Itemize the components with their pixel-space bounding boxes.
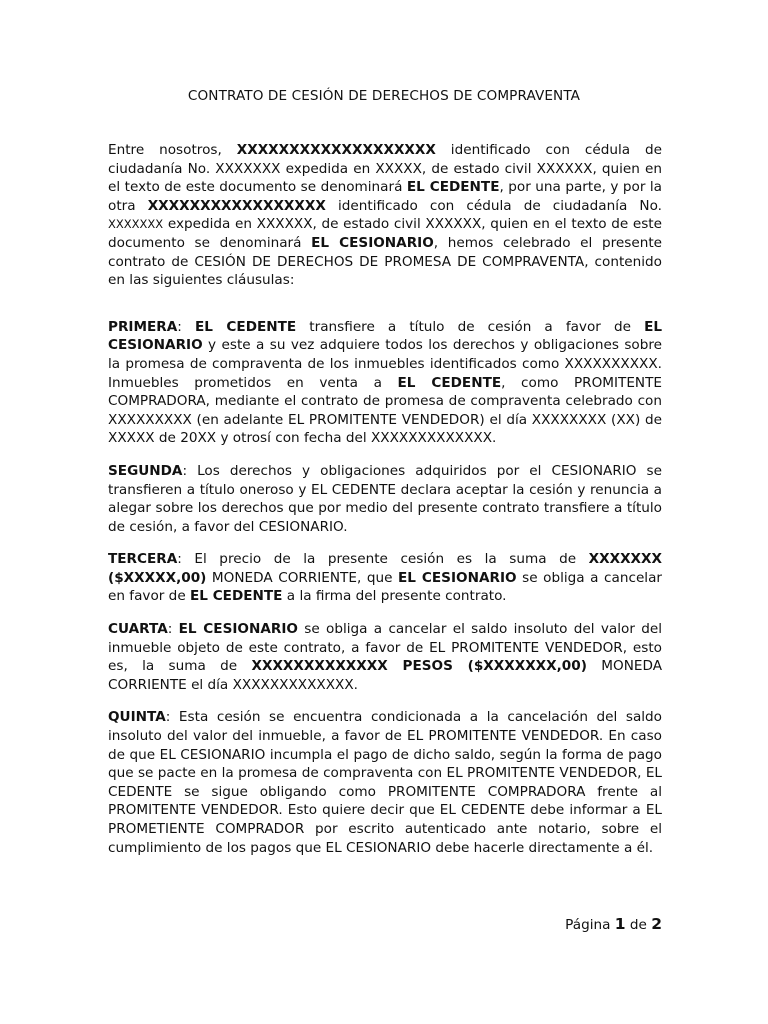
- clause-heading: QUINTA: [108, 709, 166, 726]
- clause-text: MONEDA CORRIENTE, que: [206, 569, 398, 586]
- clause-text: y este a su vez adquiere todos los derechos y obligaciones sobre la promesa de compraventa de los inmuebles identificados como XXXXXXXXXX. Inmuebles prometidos en venta a: [108, 337, 662, 391]
- clause-heading: SEGUNDA: [108, 462, 183, 479]
- clause-bold: EL CEDENTE: [190, 588, 283, 605]
- clause-quinta: [108, 708, 662, 857]
- cedente-label: EL CEDENTE: [406, 179, 500, 196]
- clause-text: se obliga a cancelar en favor de: [108, 569, 663, 605]
- intro-text: Entre nosotros,: [108, 142, 237, 158]
- clause-bold: EL CESIONARIO: [178, 621, 298, 638]
- clause-bold: EL CESIONARIO: [398, 569, 517, 586]
- intro-text: , hemos celebrado el presente contrato de CESIÓN DE DERECHOS DE PROMESA DE COMPRAVENTA, contenido en las siguientes cláusulas:: [108, 234, 663, 289]
- page-of-label: de: [625, 917, 652, 933]
- document-body: [108, 141, 662, 857]
- document-title: CONTRATO DE CESIÓN DE DERECHOS DE COMPRAVENTA: [187, 88, 581, 104]
- intro-text: identificado con cédula de ciudadanía No. XXXXXXX expedida en XXXXX, de estado civil XXXXXX, quien en el texto de este documento se denominará: [108, 142, 662, 196]
- page-label: Página: [565, 917, 615, 933]
- clause-text: : Los derechos y obligaciones adquiridos por el CESIONARIO se transfieren a título oneroso y EL CEDENTE declara aceptar la cesión y renuncia a alegar sobre los derechos que por medio del presente contrato transfiere a título de cesión, a favor del CESIONARIO.: [108, 462, 662, 535]
- clause-bold: XXXXXXX ($XXXXX,00): [108, 551, 662, 586]
- clause-text: a la firma del presente contrato.: [282, 588, 507, 605]
- clause-bold: EL CEDENTE: [194, 318, 297, 335]
- clause-text: , como PROMITENTE COMPRADORA, mediante el contrato de promesa de compraventa celebrado con XXXXXXXXX (en adelante EL PROMITENTE VENDEDOR) el día XXXXXXXX (XX) de XXXXX de 20XX y otrosí con fecha del XXXXXXXXXXXXX.: [108, 374, 662, 447]
- clause-cuarta: [108, 620, 662, 694]
- clause-heading: CUARTA: [108, 621, 168, 638]
- clause-heading: PRIMERA: [108, 318, 178, 335]
- total-pages-number: 2: [651, 915, 662, 933]
- cedente-name: XXXXXXXXXXXXXXXXXXX: [236, 142, 436, 158]
- clause-bold: EL CESIONARIO: [108, 318, 663, 354]
- clause-text: : El precio de la presente cesión es la suma de: [177, 551, 589, 568]
- cedula-number: XXXXXXX: [108, 217, 164, 232]
- clause-bold: XXXXXXXXXXXXX PESOS ($XXXXXXX,00): [251, 658, 587, 675]
- clause-tercera: [108, 550, 662, 606]
- intro-text: , por una parte, y por la otra: [108, 179, 663, 214]
- clause-text: : Esta cesión se encuentra condicionada a la cancelación del saldo insoluto del valor del inmueble, a favor de EL PROMITENTE VENDEDOR. En caso de que EL CESIONARIO incumpla el pago de dicho saldo, según la forma de pago que se pacte en la promesa de compraventa con EL PROMITENTE VENDEDOR, EL CEDENTE se sigue obligando como PROMITENTE COMPRADORA frente al PROMITENTE VENDEDOR. Esto quiere decir que EL CEDENTE debe informar a EL PROMETIENTE COMPRADOR por escrito autenticado ante notario, sobre el cumplimiento de los pagos que EL CESIONARIO debe hacerle directamente a él.: [108, 709, 662, 856]
- clause-segunda: [108, 462, 662, 536]
- intro-paragraph: [108, 141, 662, 290]
- clause-text: MONEDA CORRIENTE el día XXXXXXXXXXXXX.: [108, 658, 663, 693]
- current-page-number: 1: [614, 915, 626, 933]
- clause-heading: TERCERA: [108, 551, 178, 568]
- clause-text: :: [167, 621, 179, 638]
- clause-bold: EL CEDENTE: [397, 374, 502, 391]
- intro-text: expedida en XXXXXX, de estado civil XXXXXX, quien en el texto de este documento se denominará: [108, 216, 662, 251]
- clause-primera: [108, 318, 662, 448]
- clause-text: :: [177, 318, 195, 335]
- clause-text: transfiere a título de cesión a favor de: [296, 318, 645, 335]
- intro-text: identificado con cédula de ciudadanía No.: [325, 197, 662, 214]
- cesionario-label: EL CESIONARIO: [311, 234, 434, 251]
- cesionario-name: XXXXXXXXXXXXXXXXX: [147, 197, 326, 214]
- page-footer: [520, 915, 662, 933]
- clause-text: se obliga a cancelar el saldo insoluto del valor del inmueble objeto de este contrato, a favor de EL PROMITENTE VENDEDOR, esto es, la suma de: [108, 621, 662, 675]
